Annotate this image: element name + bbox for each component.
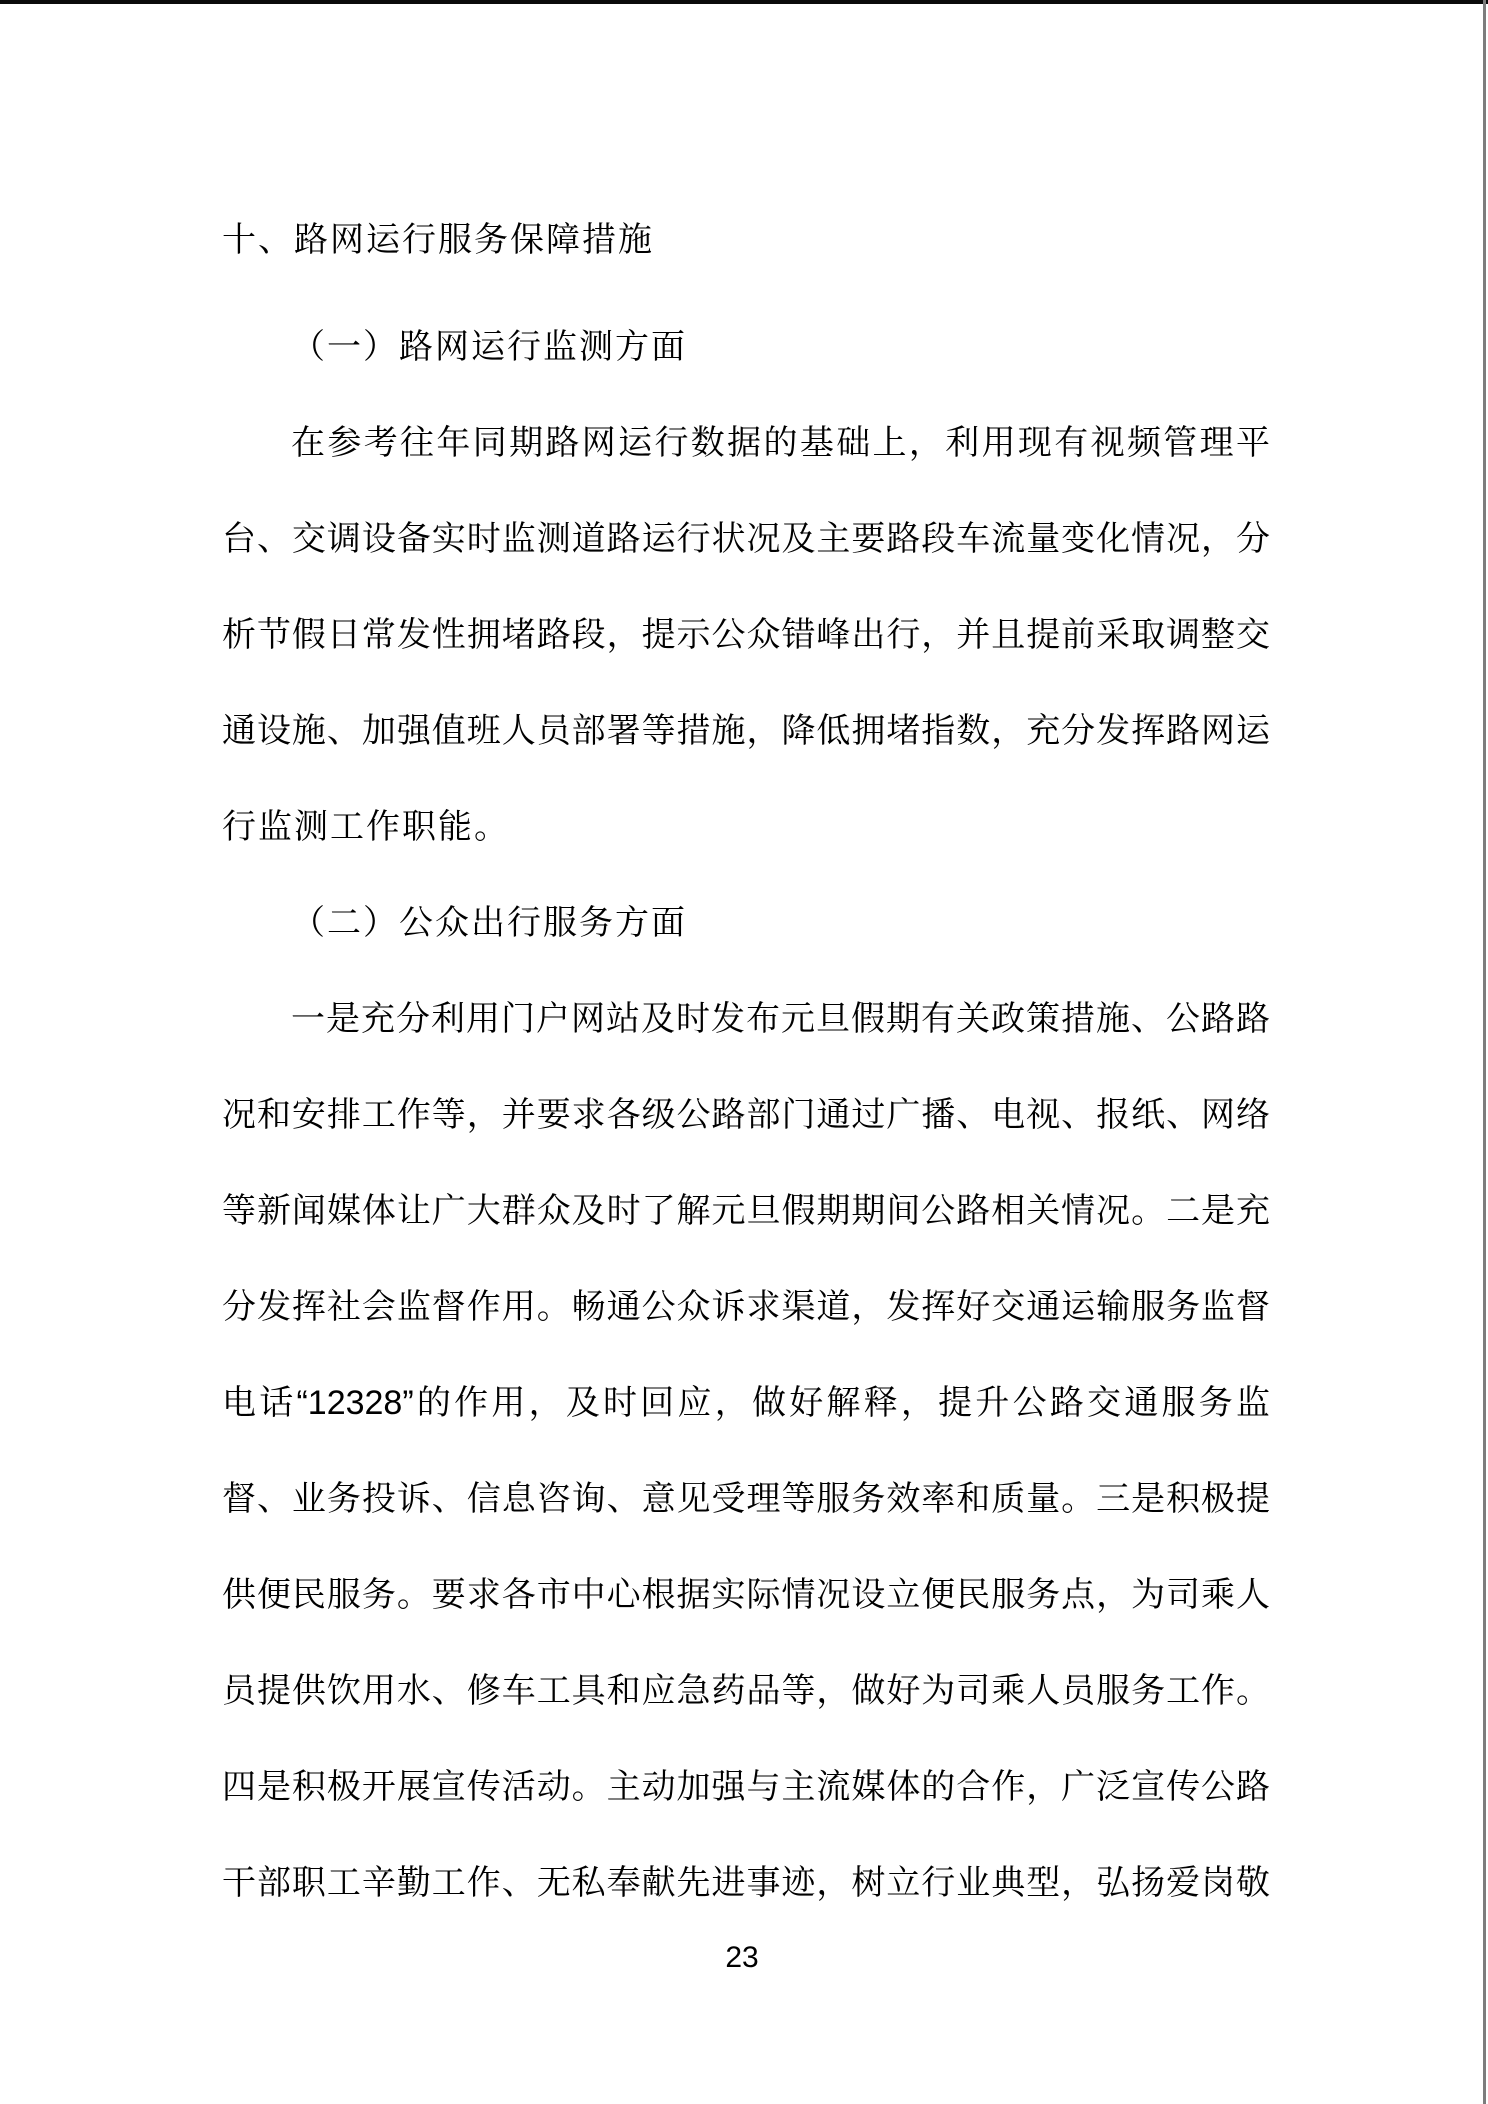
subsection-title: （二）公众出行服务方面 <box>291 904 687 942</box>
section-heading: 十、路网运行服务保障措施 <box>222 221 654 259</box>
text-line: 在参考往年同期路网运行数据的基础上，利用现有视频管理平 <box>291 424 1270 462</box>
text-line: 四是积极开展宣传活动。主动加强与主流媒体的合作，广泛宣传公路 <box>222 1768 1270 1806</box>
text-line: 况和安排工作等，并要求各级公路部门通过广播、电视、报纸、网络 <box>222 1096 1270 1134</box>
text-line: 一是充分利用门户网站及时发布元旦假期有关政策措施、公路路 <box>291 1000 1270 1038</box>
document-body <box>222 299 1270 1931</box>
text-line: 督、业务投诉、信息咨询、意见受理等服务效率和质量。三是积极提 <box>222 1480 1270 1518</box>
subsection-title: （一）路网运行监测方面 <box>291 328 687 366</box>
text-line: 行监测工作职能。 <box>222 808 510 846</box>
text-line: 台、交调设备实时监测道路运行状况及主要路段车流量变化情况，分 <box>222 520 1270 558</box>
text-line: 等新闻媒体让广大群众及时了解元旦假期期间公路相关情况。二是充 <box>222 1192 1270 1230</box>
text-line: 电话“12328”的作用，及时回应，做好解释，提升公路交通服务监 <box>222 1384 1270 1422</box>
text-line: 干部职工辛勤工作、无私奉献先进事迹，树立行业典型，弘扬爱岗敬 <box>222 1864 1270 1902</box>
top-border <box>0 0 1488 4</box>
text-line: 供便民服务。要求各市中心根据实际情况设立便民服务点，为司乘人 <box>222 1576 1270 1614</box>
text-line: 员提供饮用水、修车工具和应急药品等，做好为司乘人员服务工作。 <box>222 1672 1270 1710</box>
text-line: 分发挥社会监督作用。畅通公众诉求渠道，发挥好交通运输服务监督 <box>222 1288 1270 1326</box>
page-number: 23 <box>725 1941 759 1974</box>
text-line: 析节假日常发性拥堵路段，提示公众错峰出行，并且提前采取调整交 <box>222 616 1270 654</box>
text-line: 通设施、加强值班人员部署等措施，降低拥堵指数，充分发挥路网运 <box>222 712 1270 750</box>
right-border <box>1483 0 1486 2104</box>
